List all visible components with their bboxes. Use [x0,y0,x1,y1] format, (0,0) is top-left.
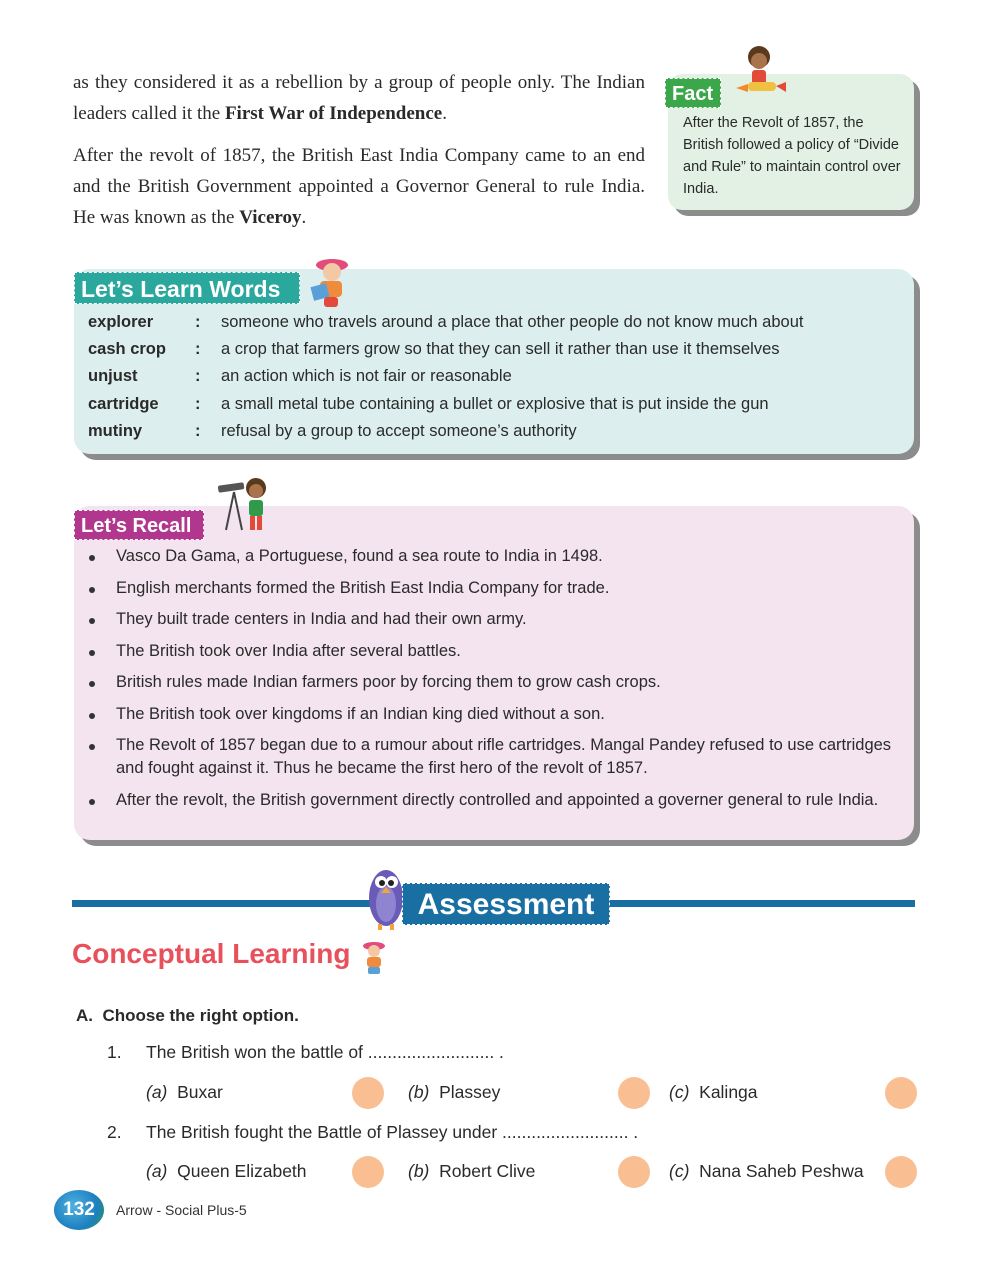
question-text: The British fought the Battle of Plassey under .......................... . [146,1122,639,1142]
question-text: The British won the battle of .......................... . [146,1042,504,1062]
word-term: unjust [88,367,138,385]
assessment-title: Assessment [402,883,610,925]
intro-p1-text: as they considered it as a rebellion by a group of people only. The Indian leaders called it the [73,72,645,124]
option-letter: (c) [669,1082,690,1102]
option-letter: (b) [408,1082,430,1102]
question-heading-text: Choose the right option. [102,1006,299,1025]
recall-item: Vasco Da Gama, a Portuguese, found a sea route to India in 1498. [116,545,906,568]
kid-rocket-illustration [728,44,788,106]
word-colon: : [195,367,201,385]
answer-circle-1b[interactable] [618,1077,650,1109]
book-title: Arrow - Social Plus-5 [116,1202,247,1218]
option-2a[interactable] [146,1161,307,1182]
kid-telescope-illustration [214,474,272,532]
word-colon: : [195,395,201,413]
recall-title: Let’s Recall [74,510,204,540]
fact-title: Fact [665,78,721,108]
recall-item: They built trade centers in India and had their own army. [116,608,906,631]
recall-item: British rules made Indian farmers poor by forcing them to grow cash crops. [116,671,906,694]
word-definition: a small metal tube containing a bullet or explosive that is put inside the gun [221,395,769,413]
word-definition: refusal by a group to accept someone’s authority [221,422,577,440]
intro-paragraph-1 [73,67,645,129]
option-label: Kalinga [699,1082,758,1102]
question-number: 1. [107,1042,122,1062]
word-term: mutiny [88,422,143,440]
page-number: 132 [63,1199,95,1220]
intro-p2-text: After the revolt of 1857, the British East India Company came to an end and the British Government appointed a Governor General to rule India. He was known as the [73,145,645,228]
recall-item: English merchants formed the British East India Company for trade. [116,577,906,600]
question-number: 2. [107,1122,122,1142]
fact-text: After the Revolt of 1857, the British followed a policy of “Divide and Rule” to maintain control over India. [683,115,901,197]
question-1 [0,1042,989,1066]
answer-circle-1c[interactable] [885,1077,917,1109]
girl-mascot-illustration [358,940,390,976]
option-label: Queen Elizabeth [177,1161,307,1181]
section-title-conceptual-learning: Conceptual Learning [72,938,351,969]
option-letter: (a) [146,1082,168,1102]
answer-circle-2b[interactable] [618,1156,650,1188]
option-2b[interactable] [408,1161,535,1182]
word-colon: : [195,340,201,358]
intro-p2-end: . [301,207,307,228]
intro-p1-end: . [442,103,447,124]
option-letter: (a) [146,1161,168,1181]
answer-circle-2c[interactable] [885,1156,917,1188]
question-heading-letter: A. [76,1006,93,1025]
intro-paragraph-2 [73,140,645,233]
option-2c[interactable] [669,1161,864,1182]
option-label: Robert Clive [439,1161,536,1181]
option-label: Nana Saheb Peshwa [699,1161,864,1181]
option-letter: (c) [669,1161,690,1181]
word-colon: : [195,313,201,331]
word-definition: an action which is not fair or reasonable [221,367,512,385]
words-title: Let’s Learn Words [74,272,300,304]
intro-p2-bold: Viceroy [239,207,302,228]
option-1a[interactable] [146,1082,223,1103]
question-heading [76,1006,299,1026]
word-colon: : [195,422,201,440]
option-1c[interactable] [669,1082,758,1103]
intro-p1-bold: First War of Independence [224,103,443,124]
option-1b[interactable] [408,1082,500,1103]
word-term: explorer [88,313,154,331]
answer-circle-1a[interactable] [352,1077,384,1109]
recall-item: The British took over India after several battles. [116,640,906,663]
option-label: Buxar [177,1082,223,1102]
recall-item: The British took over kingdoms if an Indian king died without a son. [116,703,906,726]
word-definition: someone who travels around a place that other people do not know much about [221,313,804,331]
recall-item: After the revolt, the British government directly controlled and appointed a governer general to rule India. [116,789,906,812]
girl-reading-illustration [302,255,356,309]
answer-circle-2a[interactable] [352,1156,384,1188]
option-letter: (b) [408,1161,430,1181]
question-2 [0,1122,989,1146]
recall-item: The Revolt of 1857 began due to a rumour about rifle cartridges. Mangal Pandey refused to use cartridges and fought against it. Thus he became the first hero of the revolt of 1857. [116,734,906,780]
word-term: cash crop [88,340,166,358]
option-label: Plassey [439,1082,501,1102]
word-term: cartridge [88,395,159,413]
word-definition: a crop that farmers grow so that they can sell it rather than use it themselves [221,340,780,358]
